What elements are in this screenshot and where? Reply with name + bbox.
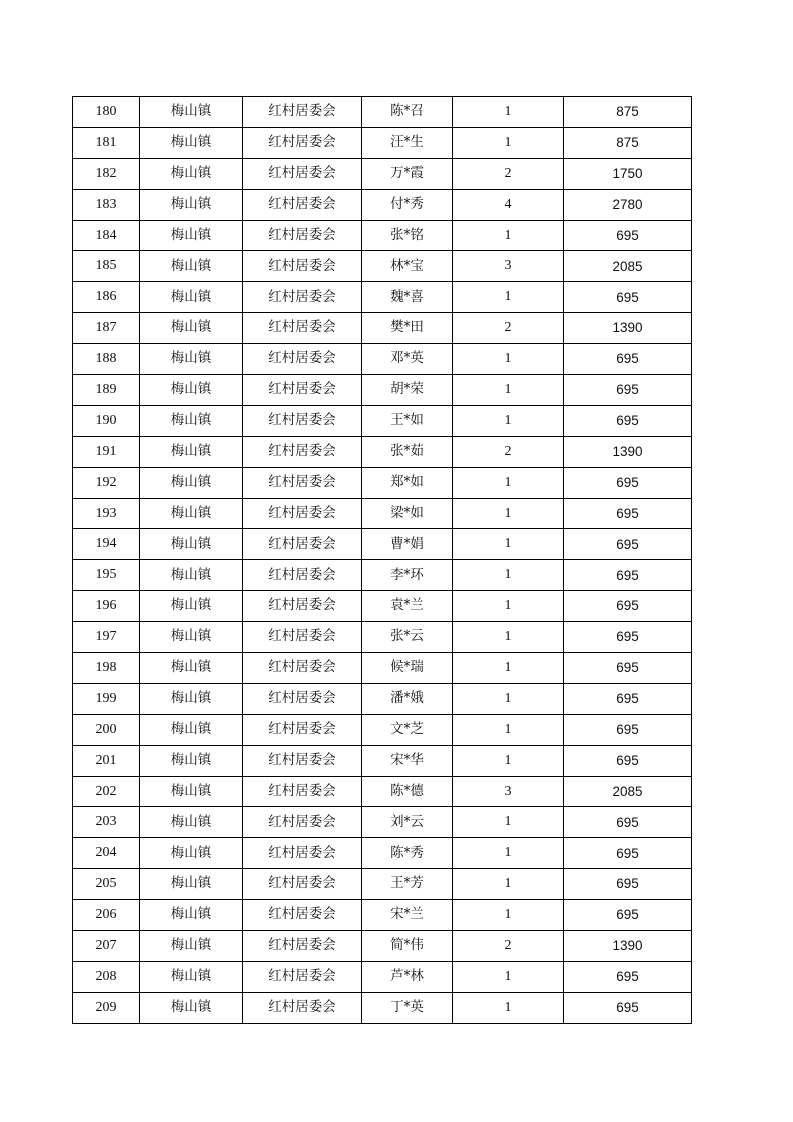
table-row (73, 653, 692, 684)
table-row (73, 344, 692, 375)
committee-cell: 红村居委会 (243, 622, 362, 653)
name-cell: 樊*田 (362, 313, 453, 344)
committee-cell: 红村居委会 (243, 220, 362, 251)
name-cell: 魏*喜 (362, 282, 453, 313)
town-cell: 梅山镇 (140, 220, 243, 251)
name-cell: 刘*云 (362, 807, 453, 838)
amount-cell: 695 (564, 683, 692, 714)
amount-cell: 695 (564, 992, 692, 1023)
committee-cell: 红村居委会 (243, 807, 362, 838)
name-cell: 万*霞 (362, 158, 453, 189)
row-number-cell: 207 (73, 931, 140, 962)
amount-cell: 875 (564, 97, 692, 128)
row-number-cell: 193 (73, 498, 140, 529)
table-row (73, 436, 692, 467)
committee-cell: 红村居委会 (243, 776, 362, 807)
count-cell: 1 (453, 683, 564, 714)
town-cell: 梅山镇 (140, 591, 243, 622)
name-cell: 陈*德 (362, 776, 453, 807)
name-cell: 汪*生 (362, 127, 453, 158)
table-row (73, 529, 692, 560)
count-cell: 3 (453, 776, 564, 807)
table-row (73, 869, 692, 900)
town-cell: 梅山镇 (140, 745, 243, 776)
committee-cell: 红村居委会 (243, 961, 362, 992)
table-row (73, 375, 692, 406)
committee-cell: 红村居委会 (243, 745, 362, 776)
table-row (73, 158, 692, 189)
table-body (73, 97, 692, 1024)
committee-cell: 红村居委会 (243, 653, 362, 684)
committee-cell: 红村居委会 (243, 313, 362, 344)
name-cell: 候*瑞 (362, 653, 453, 684)
amount-cell: 695 (564, 961, 692, 992)
town-cell: 梅山镇 (140, 529, 243, 560)
row-number-cell: 191 (73, 436, 140, 467)
row-number-cell: 189 (73, 375, 140, 406)
committee-cell: 红村居委会 (243, 931, 362, 962)
name-cell: 李*环 (362, 560, 453, 591)
table-row (73, 807, 692, 838)
count-cell: 1 (453, 375, 564, 406)
count-cell: 1 (453, 622, 564, 653)
count-cell: 2 (453, 158, 564, 189)
committee-cell: 红村居委会 (243, 189, 362, 220)
count-cell: 1 (453, 807, 564, 838)
committee-cell: 红村居委会 (243, 683, 362, 714)
row-number-cell: 197 (73, 622, 140, 653)
committee-cell: 红村居委会 (243, 591, 362, 622)
row-number-cell: 180 (73, 97, 140, 128)
row-number-cell: 181 (73, 127, 140, 158)
row-number-cell: 190 (73, 405, 140, 436)
row-number-cell: 184 (73, 220, 140, 251)
name-cell: 简*伟 (362, 931, 453, 962)
amount-cell: 1750 (564, 158, 692, 189)
count-cell: 1 (453, 838, 564, 869)
name-cell: 曹*娟 (362, 529, 453, 560)
row-number-cell: 209 (73, 992, 140, 1023)
count-cell: 1 (453, 127, 564, 158)
row-number-cell: 206 (73, 900, 140, 931)
name-cell: 梁*如 (362, 498, 453, 529)
table-row (73, 405, 692, 436)
count-cell: 1 (453, 529, 564, 560)
amount-cell: 695 (564, 807, 692, 838)
count-cell: 1 (453, 498, 564, 529)
row-number-cell: 192 (73, 467, 140, 498)
row-number-cell: 203 (73, 807, 140, 838)
table-row (73, 591, 692, 622)
town-cell: 梅山镇 (140, 467, 243, 498)
table-row (73, 220, 692, 251)
table-row (73, 97, 692, 128)
count-cell: 1 (453, 405, 564, 436)
table-row (73, 714, 692, 745)
table-row (73, 127, 692, 158)
count-cell: 3 (453, 251, 564, 282)
town-cell: 梅山镇 (140, 344, 243, 375)
count-cell: 2 (453, 931, 564, 962)
committee-cell: 红村居委会 (243, 992, 362, 1023)
row-number-cell: 186 (73, 282, 140, 313)
town-cell: 梅山镇 (140, 961, 243, 992)
count-cell: 1 (453, 961, 564, 992)
name-cell: 邓*英 (362, 344, 453, 375)
committee-cell: 红村居委会 (243, 127, 362, 158)
table-row (73, 931, 692, 962)
town-cell: 梅山镇 (140, 189, 243, 220)
table-row (73, 560, 692, 591)
name-cell: 王*如 (362, 405, 453, 436)
committee-cell: 红村居委会 (243, 900, 362, 931)
committee-cell: 红村居委会 (243, 869, 362, 900)
count-cell: 2 (453, 313, 564, 344)
name-cell: 付*秀 (362, 189, 453, 220)
town-cell: 梅山镇 (140, 807, 243, 838)
table-row (73, 313, 692, 344)
amount-cell: 695 (564, 405, 692, 436)
name-cell: 文*芝 (362, 714, 453, 745)
amount-cell: 695 (564, 838, 692, 869)
amount-cell: 695 (564, 560, 692, 591)
table-row (73, 282, 692, 313)
row-number-cell: 204 (73, 838, 140, 869)
amount-cell: 1390 (564, 436, 692, 467)
count-cell: 1 (453, 653, 564, 684)
count-cell: 1 (453, 97, 564, 128)
amount-cell: 875 (564, 127, 692, 158)
name-cell: 袁*兰 (362, 591, 453, 622)
table-row (73, 992, 692, 1023)
row-number-cell: 185 (73, 251, 140, 282)
count-cell: 1 (453, 714, 564, 745)
name-cell: 宋*华 (362, 745, 453, 776)
count-cell: 1 (453, 560, 564, 591)
table-row (73, 745, 692, 776)
town-cell: 梅山镇 (140, 498, 243, 529)
name-cell: 张*茹 (362, 436, 453, 467)
town-cell: 梅山镇 (140, 838, 243, 869)
row-number-cell: 198 (73, 653, 140, 684)
committee-cell: 红村居委会 (243, 436, 362, 467)
name-cell: 丁*英 (362, 992, 453, 1023)
town-cell: 梅山镇 (140, 776, 243, 807)
table-row (73, 776, 692, 807)
committee-cell: 红村居委会 (243, 282, 362, 313)
count-cell: 1 (453, 992, 564, 1023)
row-number-cell: 200 (73, 714, 140, 745)
town-cell: 梅山镇 (140, 97, 243, 128)
committee-cell: 红村居委会 (243, 467, 362, 498)
town-cell: 梅山镇 (140, 251, 243, 282)
name-cell: 陈*秀 (362, 838, 453, 869)
table-row (73, 838, 692, 869)
amount-cell: 695 (564, 220, 692, 251)
committee-cell: 红村居委会 (243, 97, 362, 128)
row-number-cell: 187 (73, 313, 140, 344)
committee-cell: 红村居委会 (243, 838, 362, 869)
committee-cell: 红村居委会 (243, 529, 362, 560)
amount-cell: 2085 (564, 251, 692, 282)
table-row (73, 622, 692, 653)
count-cell: 1 (453, 869, 564, 900)
name-cell: 陈*召 (362, 97, 453, 128)
row-number-cell: 205 (73, 869, 140, 900)
town-cell: 梅山镇 (140, 375, 243, 406)
committee-cell: 红村居委会 (243, 498, 362, 529)
town-cell: 梅山镇 (140, 127, 243, 158)
amount-cell: 695 (564, 344, 692, 375)
amount-cell: 695 (564, 869, 692, 900)
town-cell: 梅山镇 (140, 931, 243, 962)
household-table (72, 96, 692, 1024)
count-cell: 4 (453, 189, 564, 220)
row-number-cell: 183 (73, 189, 140, 220)
name-cell: 张*铭 (362, 220, 453, 251)
name-cell: 张*云 (362, 622, 453, 653)
amount-cell: 695 (564, 653, 692, 684)
amount-cell: 695 (564, 529, 692, 560)
amount-cell: 1390 (564, 313, 692, 344)
count-cell: 1 (453, 220, 564, 251)
town-cell: 梅山镇 (140, 622, 243, 653)
amount-cell: 695 (564, 622, 692, 653)
row-number-cell: 202 (73, 776, 140, 807)
amount-cell: 695 (564, 282, 692, 313)
count-cell: 1 (453, 900, 564, 931)
row-number-cell: 194 (73, 529, 140, 560)
row-number-cell: 182 (73, 158, 140, 189)
table-row (73, 189, 692, 220)
table-row (73, 467, 692, 498)
count-cell: 2 (453, 436, 564, 467)
town-cell: 梅山镇 (140, 313, 243, 344)
committee-cell: 红村居委会 (243, 560, 362, 591)
name-cell: 林*宝 (362, 251, 453, 282)
count-cell: 1 (453, 745, 564, 776)
town-cell: 梅山镇 (140, 683, 243, 714)
town-cell: 梅山镇 (140, 560, 243, 591)
table-row (73, 498, 692, 529)
name-cell: 胡*荣 (362, 375, 453, 406)
amount-cell: 695 (564, 745, 692, 776)
name-cell: 宋*兰 (362, 900, 453, 931)
name-cell: 芦*林 (362, 961, 453, 992)
amount-cell: 695 (564, 714, 692, 745)
town-cell: 梅山镇 (140, 653, 243, 684)
table-row (73, 900, 692, 931)
amount-cell: 2780 (564, 189, 692, 220)
committee-cell: 红村居委会 (243, 375, 362, 406)
amount-cell: 2085 (564, 776, 692, 807)
town-cell: 梅山镇 (140, 436, 243, 467)
table-row (73, 961, 692, 992)
count-cell: 1 (453, 467, 564, 498)
town-cell: 梅山镇 (140, 714, 243, 745)
count-cell: 1 (453, 282, 564, 313)
committee-cell: 红村居委会 (243, 405, 362, 436)
amount-cell: 695 (564, 498, 692, 529)
committee-cell: 红村居委会 (243, 158, 362, 189)
town-cell: 梅山镇 (140, 282, 243, 313)
name-cell: 王*芳 (362, 869, 453, 900)
amount-cell: 695 (564, 467, 692, 498)
count-cell: 1 (453, 591, 564, 622)
row-number-cell: 208 (73, 961, 140, 992)
committee-cell: 红村居委会 (243, 714, 362, 745)
row-number-cell: 199 (73, 683, 140, 714)
name-cell: 潘*娥 (362, 683, 453, 714)
table-row (73, 683, 692, 714)
town-cell: 梅山镇 (140, 900, 243, 931)
amount-cell: 695 (564, 591, 692, 622)
amount-cell: 695 (564, 900, 692, 931)
amount-cell: 695 (564, 375, 692, 406)
count-cell: 1 (453, 344, 564, 375)
amount-cell: 1390 (564, 931, 692, 962)
committee-cell: 红村居委会 (243, 251, 362, 282)
town-cell: 梅山镇 (140, 158, 243, 189)
town-cell: 梅山镇 (140, 992, 243, 1023)
row-number-cell: 196 (73, 591, 140, 622)
row-number-cell: 201 (73, 745, 140, 776)
row-number-cell: 188 (73, 344, 140, 375)
town-cell: 梅山镇 (140, 405, 243, 436)
committee-cell: 红村居委会 (243, 344, 362, 375)
table-row (73, 251, 692, 282)
name-cell: 郑*如 (362, 467, 453, 498)
town-cell: 梅山镇 (140, 869, 243, 900)
row-number-cell: 195 (73, 560, 140, 591)
